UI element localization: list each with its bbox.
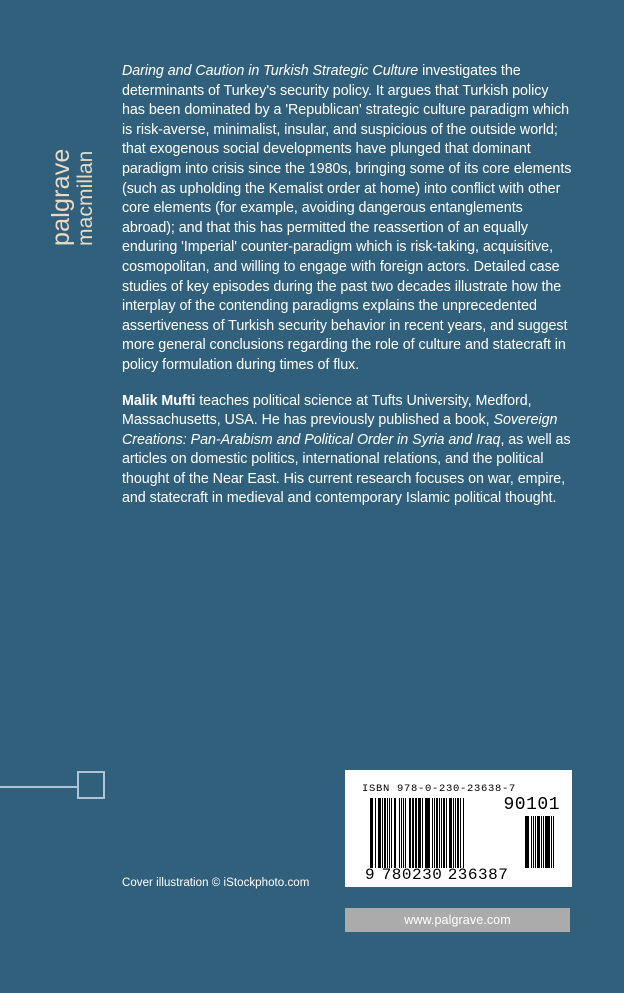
barcode-addon-digits: 90101	[503, 795, 560, 815]
book-title-italic: Daring and Caution in Turkish Strategic Culture	[122, 63, 419, 79]
decorative-horizontal-rule	[0, 786, 79, 788]
publisher-name-palgrave: palgrave	[46, 148, 75, 246]
blurb-paragraph-description	[122, 62, 574, 376]
ean-digits	[365, 866, 513, 884]
blurb-paragraph-author-bio	[122, 392, 574, 510]
decorative-square-outline	[77, 771, 105, 799]
author-name: Malik Mufti	[122, 392, 196, 409]
publisher-name-macmillan: macmillan	[73, 150, 97, 246]
previous-book-title-italic: Sovereign Creations: Pan-Arabism and Political Order in Syria and Iraq	[122, 412, 558, 448]
author-bio-segment-one: teaches political science at Tufts University, Medford, Massachusetts, USA. He has previously published a book,	[122, 392, 532, 429]
barcode-addon-bars	[525, 816, 587, 868]
publisher-website-url: www.palgrave.com	[404, 913, 511, 927]
cover-illustration-credit: Cover illustration © iStockphoto.com	[122, 877, 310, 889]
isbn-number-label: ISBN 978-0-230-23638-7	[362, 783, 517, 795]
isbn-barcode	[345, 770, 572, 887]
ean-left-group: 780230	[381, 866, 443, 884]
ean-right-group: 236387	[447, 866, 509, 884]
author-bio-segment-two: , as well as articles on domestic politics, international relations, and the political thought of the Near East. His current research focuses on war, empire, and statecraft in medieval and contemporary Islamic political thought.	[122, 431, 571, 507]
publisher-website-bar[interactable]	[345, 908, 570, 932]
barcode-main-bars	[370, 798, 507, 868]
blurb-description-body: investigates the determinants of Turkey's security policy. It argues that Turkish policy has been dominated by a 'Republican' strategic culture paradigm which is risk-averse, minimalist, insular, and suspicious of the outside world; that exogenous social developments have plunged that dominant paradigm into crisis since the 1980s, bringing some of its core elements (such as upholding the Kemalist order at home) into conflict with other core elements (for example, avoiding dangerous entanglements abroad); and that this has permitted the reassertion of an equally enduring 'Imperial' counter-paradigm which is risk-taking, acquisitive, cosmopolitan, and willing to engage with foreign actors. Detailed case studies of key episodes during the past two decades illustrate how the interplay of the contending paradigms explains the unprecedented assertiveness of Turkish security behavior in recent years, and suggest more general conclusions regarding the role of culture and statecraft in policy formulation during times of flux.	[122, 63, 572, 373]
ean-lead-digit: 9	[365, 866, 376, 884]
blurb-text-block	[122, 62, 574, 509]
publisher-logo	[44, 56, 100, 246]
